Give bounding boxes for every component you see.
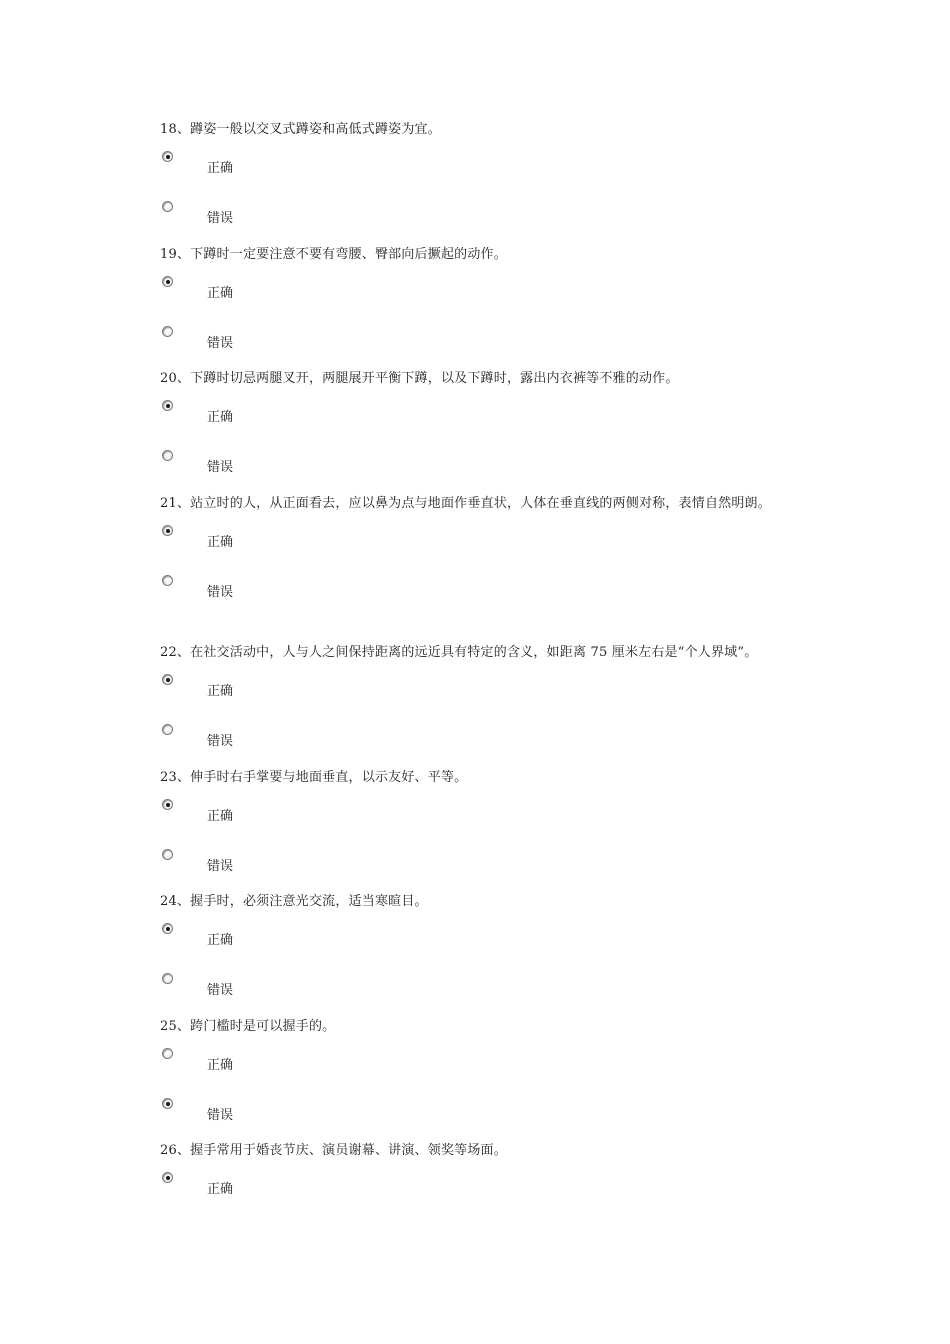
question-text: 25、跨门槛时是可以握手的。 [160, 1019, 336, 1034]
radio-selected-icon[interactable] [162, 1098, 173, 1109]
radio-unselected-icon[interactable] [162, 201, 173, 212]
radio-selected-icon[interactable] [162, 525, 173, 536]
question-text: 18、蹲姿一般以交叉式蹲姿和高低式蹲姿为宜。 [160, 122, 441, 137]
radio-unselected-icon[interactable] [162, 575, 173, 586]
option-wrong[interactable] [160, 840, 800, 890]
question-23 [160, 765, 800, 890]
option-label: 正确 [207, 684, 234, 699]
option-label: 正确 [207, 1058, 234, 1073]
option-label: 错误 [207, 336, 234, 351]
option-wrong[interactable] [160, 441, 800, 491]
question-text: 20、下蹲时切忌两腿叉开，两腿展开平衡下蹲，以及下蹲时，露出内衣裤等不雅的动作。 [160, 371, 679, 386]
option-correct[interactable] [160, 914, 800, 964]
option-label: 正确 [207, 535, 234, 550]
radio-unselected-icon[interactable] [162, 450, 173, 461]
question-text: 26、握手常用于婚丧节庆、演员谢幕、讲演、领奖等场面。 [160, 1143, 507, 1158]
radio-selected-icon[interactable] [162, 400, 173, 411]
option-wrong[interactable] [160, 715, 800, 765]
option-label: 正确 [207, 286, 234, 301]
radio-unselected-icon[interactable] [162, 973, 173, 984]
option-wrong[interactable] [160, 1089, 800, 1139]
question-18 [160, 117, 800, 242]
option-label: 错误 [207, 859, 234, 874]
option-label: 正确 [207, 161, 234, 176]
option-correct[interactable] [160, 267, 800, 317]
option-label: 正确 [207, 1182, 234, 1197]
option-wrong[interactable] [160, 566, 800, 616]
radio-selected-icon[interactable] [162, 799, 173, 810]
question-25 [160, 1014, 800, 1139]
option-label: 错误 [207, 1108, 234, 1123]
question-26 [160, 1138, 800, 1213]
question-text: 22、在社交活动中，人与人之间保持距离的远近具有特定的含义，如距离 75 厘米左右是“个人界域”。 [160, 645, 758, 660]
option-label: 正确 [207, 933, 234, 948]
question-text: 21、站立时的人，从正面看去，应以鼻为点与地面作垂直状，人体在垂直线的两侧对称，表情自然明朗。 [160, 496, 771, 511]
question-text: 19、下蹲时一定要注意不要有弯腰、臀部向后撅起的动作。 [160, 247, 507, 262]
option-wrong[interactable] [160, 964, 800, 1014]
radio-selected-icon[interactable] [162, 276, 173, 287]
radio-unselected-icon[interactable] [162, 849, 173, 860]
option-wrong[interactable] [160, 192, 800, 242]
option-correct[interactable] [160, 790, 800, 840]
question-text: 23、伸手时右手掌要与地面垂直，以示友好、平等。 [160, 770, 468, 785]
radio-selected-icon[interactable] [162, 674, 173, 685]
option-label: 错误 [207, 585, 234, 600]
option-label: 错误 [207, 734, 234, 749]
radio-unselected-icon[interactable] [162, 724, 173, 735]
option-correct[interactable] [160, 1039, 800, 1089]
question-21 [160, 491, 800, 616]
question-20 [160, 366, 800, 491]
option-label: 错误 [207, 983, 234, 998]
option-correct[interactable] [160, 1163, 800, 1213]
radio-unselected-icon[interactable] [162, 326, 173, 337]
option-label: 正确 [207, 410, 234, 425]
option-label: 错误 [207, 460, 234, 475]
option-correct[interactable] [160, 665, 800, 715]
question-text: 24、握手时，必须注意光交流，适当寒暄目。 [160, 894, 428, 909]
radio-unselected-icon[interactable] [162, 1048, 173, 1059]
option-correct[interactable] [160, 391, 800, 441]
radio-selected-icon[interactable] [162, 151, 173, 162]
question-19 [160, 242, 800, 367]
radio-selected-icon[interactable] [162, 923, 173, 934]
option-label: 错误 [207, 211, 234, 226]
question-22 [160, 640, 800, 765]
option-wrong[interactable] [160, 317, 800, 367]
radio-selected-icon[interactable] [162, 1172, 173, 1183]
option-correct[interactable] [160, 142, 800, 192]
question-24 [160, 889, 800, 1014]
option-correct[interactable] [160, 516, 800, 566]
option-label: 正确 [207, 809, 234, 824]
